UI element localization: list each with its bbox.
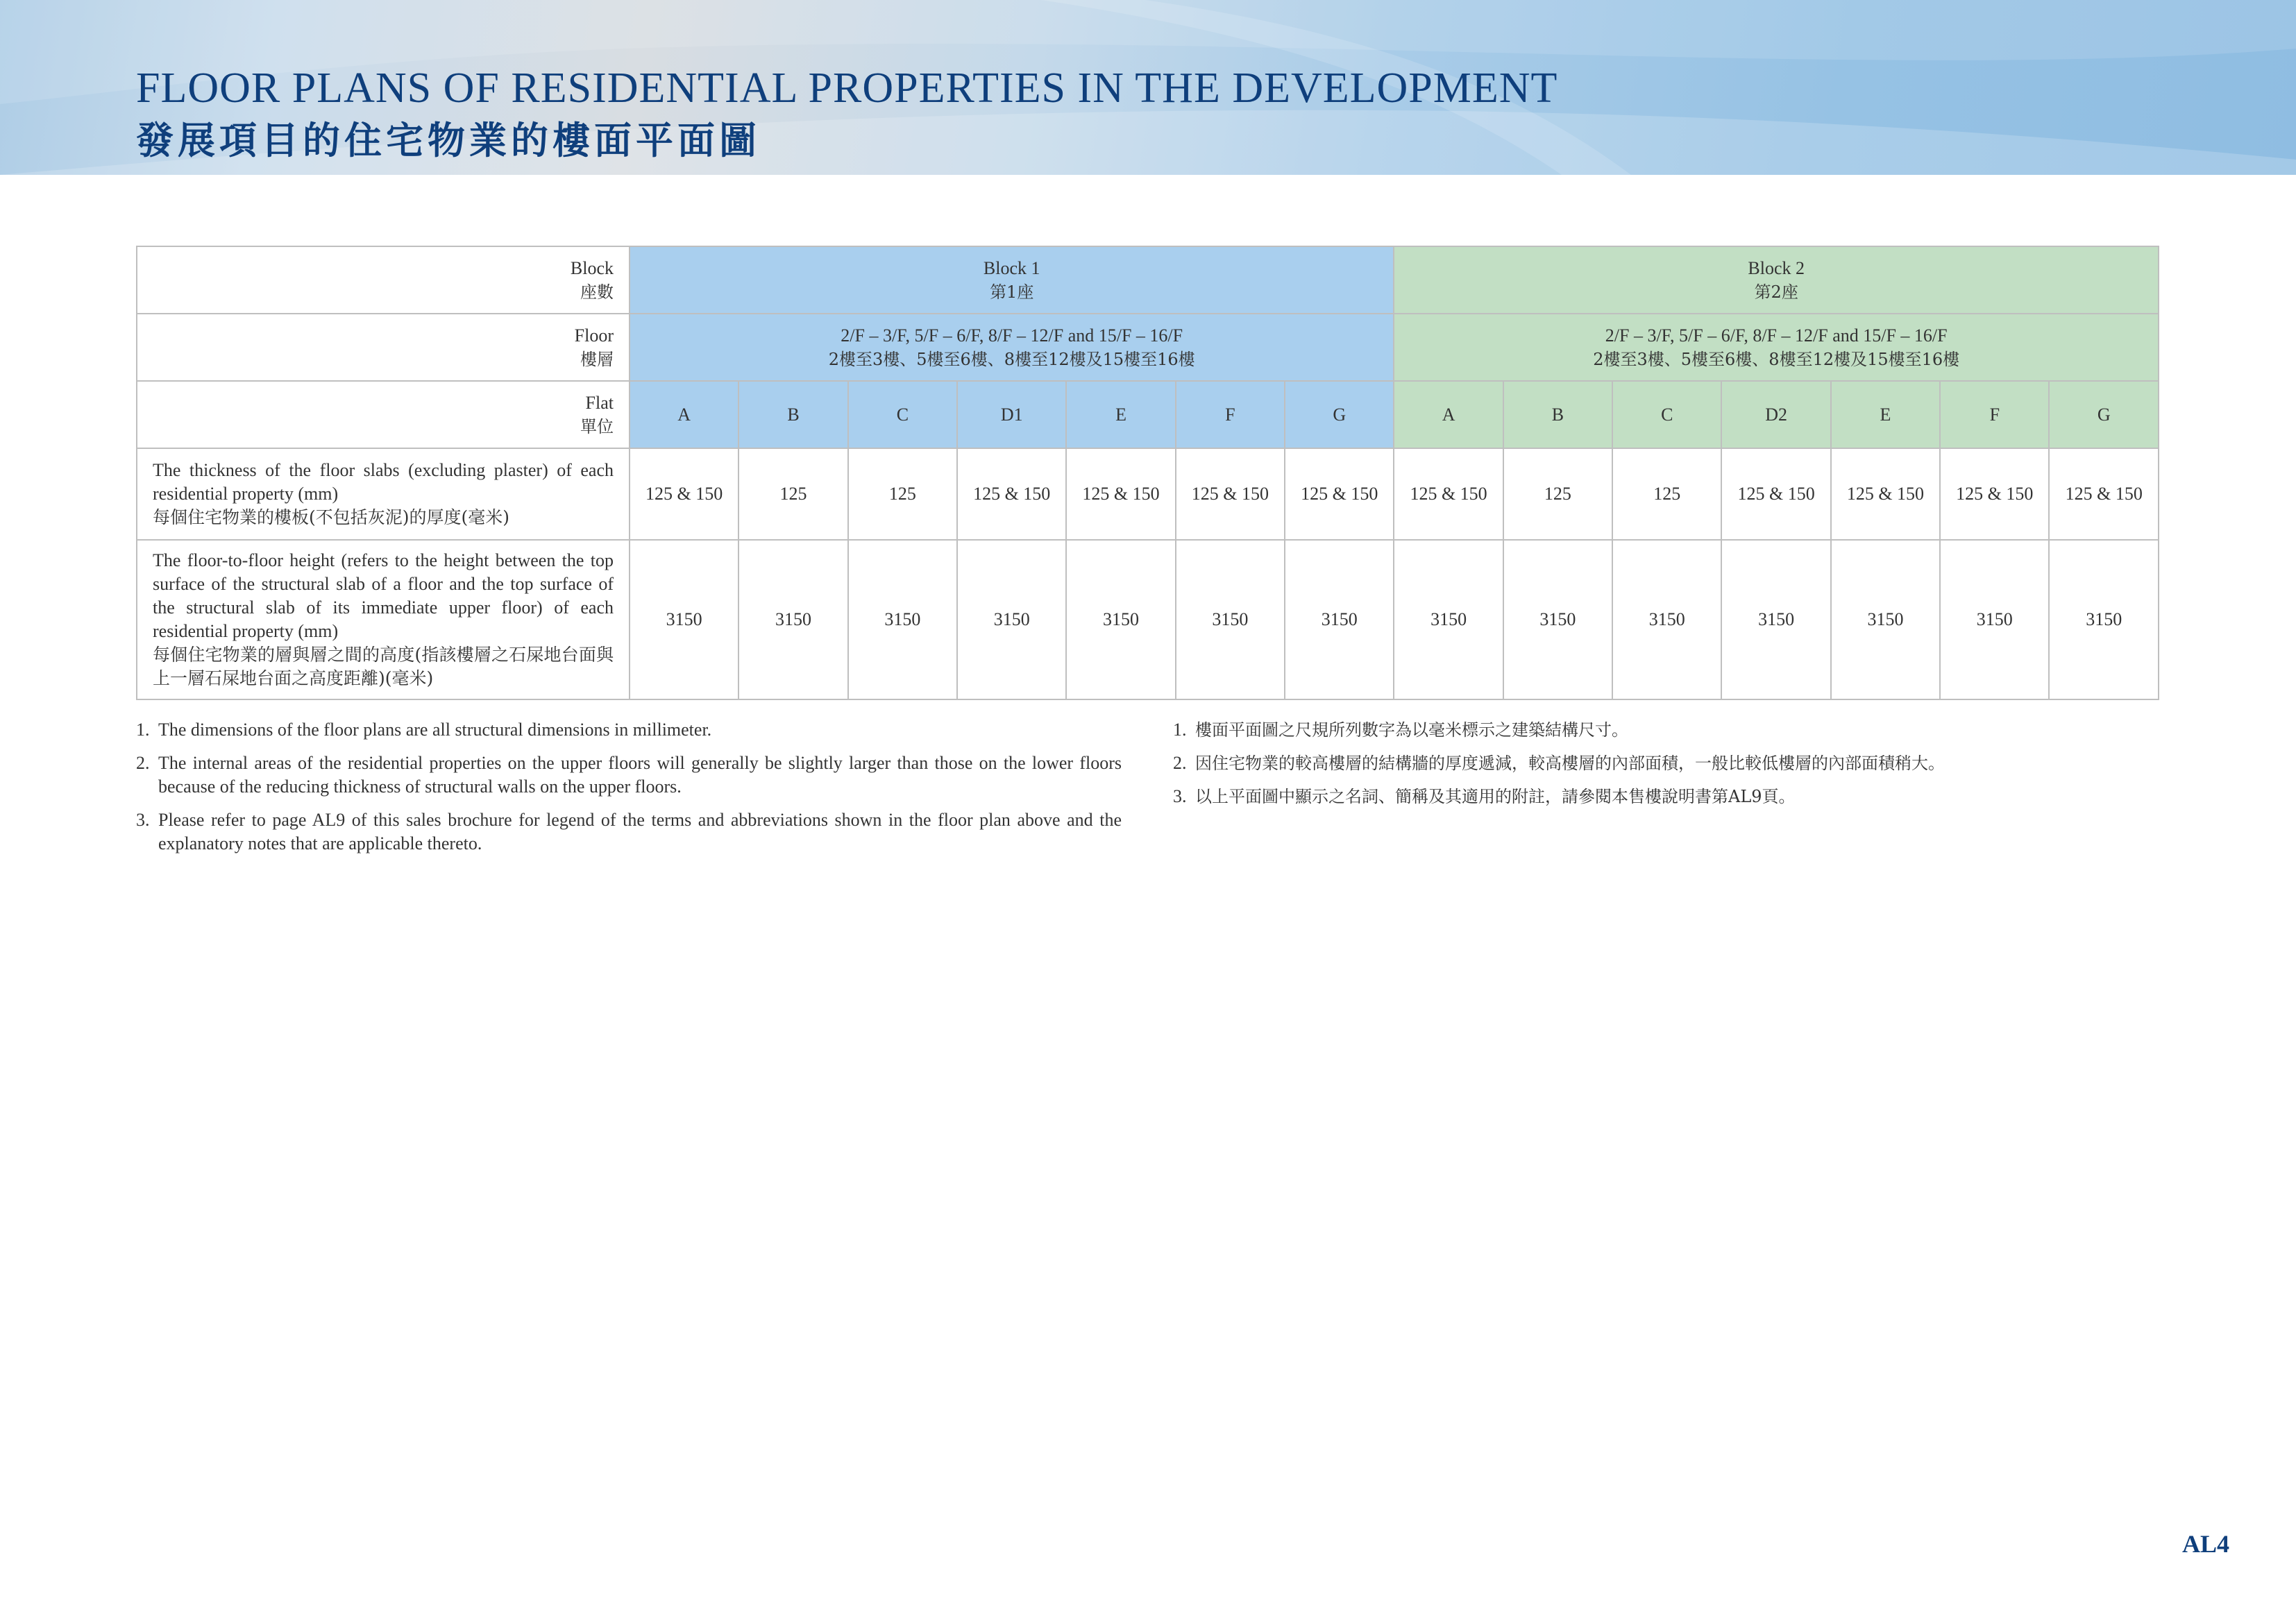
header-banner bbox=[0, 0, 2296, 175]
height-cell: 3150 bbox=[1176, 540, 1285, 699]
table-row-floor-height bbox=[137, 540, 2159, 699]
height-cell: 3150 bbox=[1612, 540, 1721, 699]
height-cell: 3150 bbox=[1831, 540, 1940, 699]
flat-cell: C bbox=[1612, 381, 1721, 448]
note-item: 1. The dimensions of the floor plans are all structural dimensions in millimeter. bbox=[136, 720, 712, 740]
slab-cell: 125 bbox=[738, 448, 847, 540]
slab-cell: 125 & 150 bbox=[1831, 448, 1940, 540]
slab-cell: 125 & 150 bbox=[1940, 448, 2049, 540]
block2-header: Block 2 第2座 bbox=[1394, 246, 2159, 314]
slab-cell: 125 bbox=[848, 448, 957, 540]
flat-cell: A bbox=[630, 381, 738, 448]
flat-cell: E bbox=[1831, 381, 1940, 448]
height-cell: 3150 bbox=[848, 540, 957, 699]
page-title-zh: 發展項目的住宅物業的樓面平面圖 bbox=[136, 118, 761, 162]
page-title-en: FLOOR PLANS OF RESIDENTIAL PROPERTIES IN THE DEVELOPMENT bbox=[136, 65, 1558, 112]
block1-header: Block 1 第1座 bbox=[630, 246, 1394, 314]
table-row-slab-thickness bbox=[137, 448, 2159, 540]
flat-cell: F bbox=[1176, 381, 1285, 448]
note-item: 3. 以上平面圖中顯示之名詞、簡稱及其適用的附註，請參閱本售樓說明書第AL9頁。 bbox=[1173, 786, 1796, 806]
height-cell: 3150 bbox=[630, 540, 738, 699]
table-row-floor bbox=[137, 314, 2159, 381]
height-cell: 3150 bbox=[1285, 540, 1394, 699]
slab-cell: 125 & 150 bbox=[1066, 448, 1175, 540]
notes-english bbox=[136, 718, 1122, 865]
slab-cell: 125 & 150 bbox=[957, 448, 1066, 540]
height-cell: 3150 bbox=[1503, 540, 1612, 699]
flat-cell: B bbox=[1503, 381, 1612, 448]
note-item: 2. The internal areas of the residential properties on the upper floors will generally be slightly larger than those on the lower floors because of the reducing thickness of structural walls on the upper floors. bbox=[136, 753, 1122, 797]
flat-cell: F bbox=[1940, 381, 2049, 448]
height-cell: 3150 bbox=[1940, 540, 2049, 699]
slab-cell: 125 bbox=[1612, 448, 1721, 540]
floor-spec-table bbox=[136, 246, 2159, 700]
flat-cell: B bbox=[738, 381, 847, 448]
flat-cell: G bbox=[1285, 381, 1394, 448]
flat-cell: A bbox=[1394, 381, 1503, 448]
block2-floors: 2/F – 3/F, 5/F – 6/F, 8/F – 12/F and 15/F – 16/F 2樓至3樓、5樓至6樓、8樓至12樓及15樓至16樓 bbox=[1394, 314, 2159, 381]
floor-label: Floor 樓層 bbox=[137, 314, 630, 381]
flat-cell: C bbox=[848, 381, 957, 448]
block1-floors: 2/F – 3/F, 5/F – 6/F, 8/F – 12/F and 15/F – 16/F 2樓至3樓、5樓至6樓、8樓至12樓及15樓至16樓 bbox=[630, 314, 1394, 381]
height-cell: 3150 bbox=[1721, 540, 1830, 699]
slab-cell: 125 & 150 bbox=[1394, 448, 1503, 540]
flat-cell: G bbox=[2049, 381, 2159, 448]
slab-cell: 125 & 150 bbox=[1285, 448, 1394, 540]
slab-cell: 125 & 150 bbox=[1721, 448, 1830, 540]
height-cell: 3150 bbox=[738, 540, 847, 699]
note-item: 1. 樓面平面圖之尺規所列數字為以毫米標示之建築結構尺寸。 bbox=[1173, 720, 1628, 740]
height-cell: 3150 bbox=[1394, 540, 1503, 699]
height-cell: 3150 bbox=[957, 540, 1066, 699]
notes-chinese bbox=[1173, 718, 2145, 818]
height-description: The floor-to-floor height (refers to the height between the top surface of the structural slab of a floor and the top surface of the structural slab of its immediate upper floor) of each residential property (mm) 每個住宅物業的層與層之間的高度(指該樓層之石屎地台面與上一層石屎地台面之高度距離)(毫米) bbox=[137, 540, 630, 699]
note-item: 2. 因住宅物業的較高樓層的結構牆的厚度遞減，較高樓層的內部面積，一般比較低樓層的內部面積稍大。 bbox=[1173, 753, 1945, 773]
note-item: 3. Please refer to page AL9 of this sales brochure for legend of the terms and abbreviations shown in the floor plan above and the explanatory notes that are applicable thereto. bbox=[136, 810, 1122, 853]
flat-cell: E bbox=[1066, 381, 1175, 448]
height-cell: 3150 bbox=[2049, 540, 2159, 699]
slab-description: The thickness of the floor slabs (excluding plaster) of each residential property (mm) 每個住宅物業的樓板(不包括灰泥)的厚度(毫米) bbox=[137, 448, 630, 540]
flat-label: Flat 單位 bbox=[137, 381, 630, 448]
slab-cell: 125 & 150 bbox=[1176, 448, 1285, 540]
table-row-flat bbox=[137, 381, 2159, 448]
block-label: Block 座數 bbox=[137, 246, 630, 314]
slab-cell: 125 & 150 bbox=[630, 448, 738, 540]
table-row-block bbox=[137, 246, 2159, 314]
flat-cell: D1 bbox=[957, 381, 1066, 448]
flat-cell: D2 bbox=[1721, 381, 1830, 448]
height-cell: 3150 bbox=[1066, 540, 1175, 699]
page-number: AL4 bbox=[2181, 1530, 2229, 1558]
slab-cell: 125 & 150 bbox=[2049, 448, 2159, 540]
slab-cell: 125 bbox=[1503, 448, 1612, 540]
